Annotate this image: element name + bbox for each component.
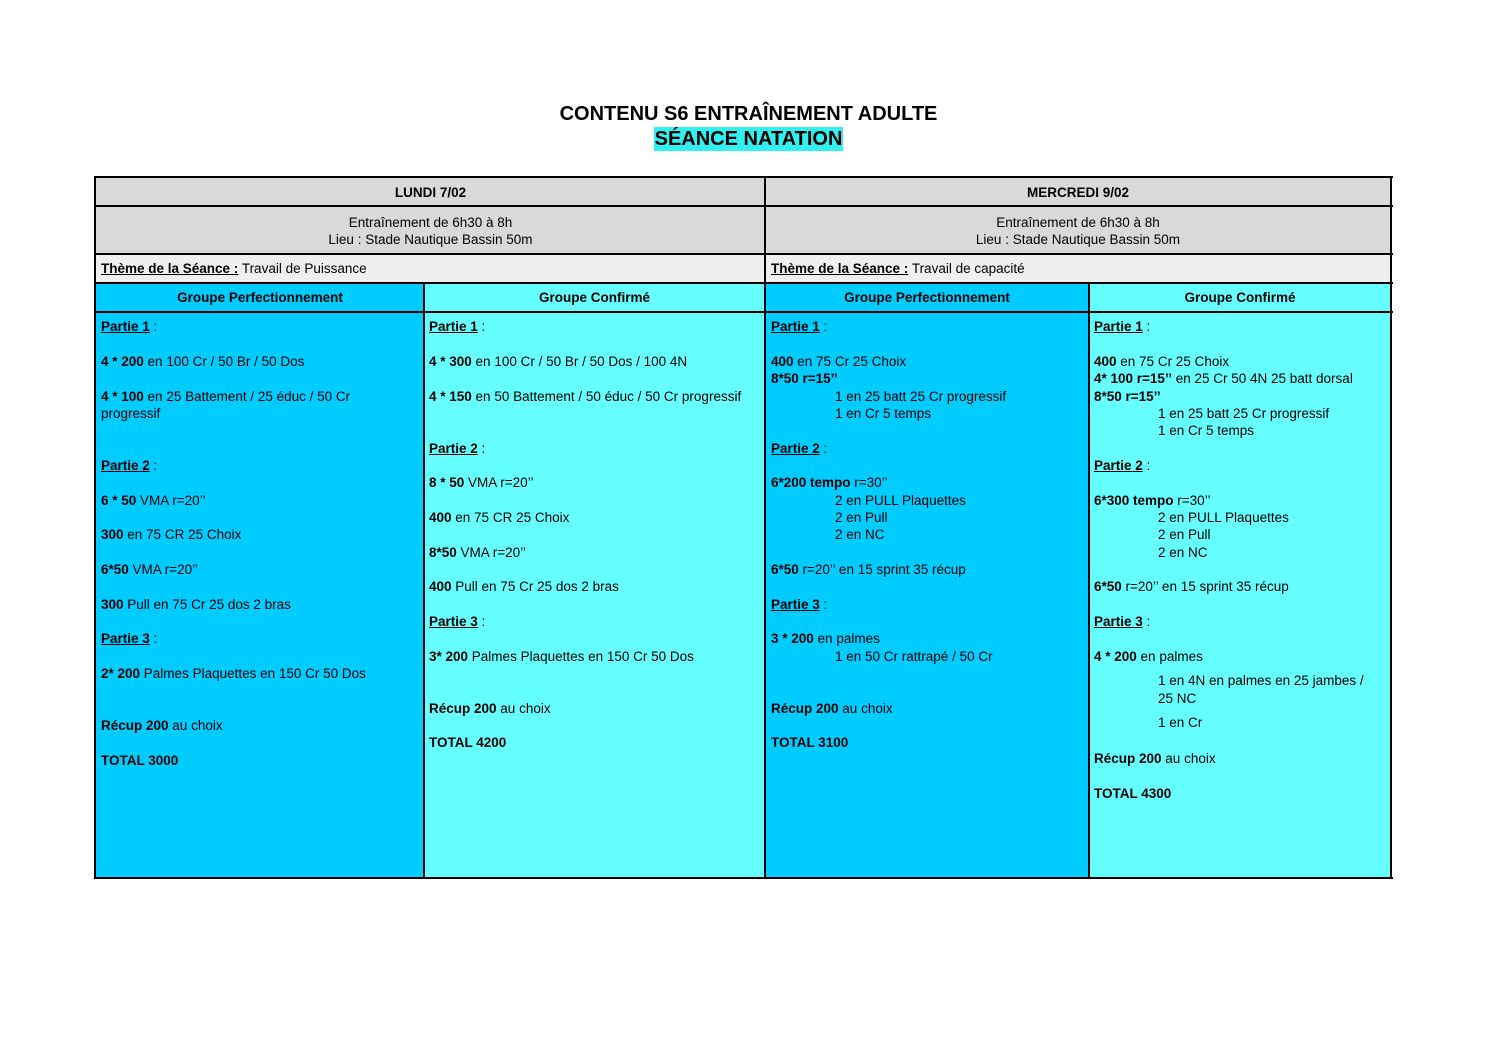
workout-line: [101, 405, 160, 422]
workout-line: [1094, 544, 1208, 561]
set-quantity: 400: [1094, 354, 1117, 369]
workout-line: [101, 492, 205, 509]
table-border: [1088, 282, 1090, 879]
set-quantity: 8*50 r=15’’: [1094, 389, 1161, 404]
workout-line: [1094, 613, 1150, 630]
set-quantity: Récup 200: [1094, 751, 1162, 766]
set-description: Palmes Plaquettes en 150 Cr 50 Dos: [468, 649, 694, 664]
workout-line: [1094, 526, 1211, 543]
set-description: 2 en NC: [1158, 545, 1208, 560]
section-heading: Partie 2: [101, 458, 150, 473]
set-description: 2 en NC: [835, 527, 885, 542]
workout-line: [771, 492, 966, 509]
set-quantity: 6*50: [771, 562, 799, 577]
set-quantity: 400: [429, 510, 452, 525]
set-description: progressif: [101, 406, 161, 421]
workout-line: [101, 526, 241, 543]
set-quantity: 6*200 tempo: [771, 475, 851, 490]
set-description: en 50 Battement / 50 éduc / 50 Cr progressif: [471, 389, 742, 404]
group-header-perfectionnement-lundi: Groupe Perfectionnement: [96, 283, 424, 312]
set-quantity: 4 * 200: [1094, 649, 1137, 664]
workout-line: [429, 474, 533, 491]
set-description: :: [1142, 614, 1151, 629]
set-description: en palmes: [1136, 649, 1203, 664]
table-border: [94, 176, 1393, 178]
workout-line: [1094, 353, 1229, 370]
workout-line: [1094, 648, 1203, 665]
set-quantity: TOTAL 3100: [771, 735, 849, 750]
set-description: en 75 Cr 25 Choix: [1116, 354, 1230, 369]
section-heading: Partie 3: [771, 597, 820, 612]
set-description: :: [1142, 319, 1151, 334]
workout-line: [1094, 714, 1202, 731]
workout-line: [1094, 405, 1329, 422]
set-description: 2 en Pull: [1158, 527, 1211, 542]
schedule-location: Lieu : Stade Nautique Bassin 50m: [975, 232, 1181, 247]
workout-line: [429, 544, 526, 561]
set-quantity: Récup 200: [101, 718, 169, 733]
set-quantity: 300: [101, 597, 124, 612]
set-quantity: 2* 200: [101, 666, 141, 681]
table-border: [94, 877, 1393, 879]
group-header-confirme-lundi: Groupe Confirmé: [424, 283, 765, 312]
set-description: :: [149, 458, 158, 473]
workout-line: [1094, 318, 1150, 335]
workout-line: [101, 717, 223, 734]
workout-line: [429, 700, 551, 717]
section-heading: Partie 3: [101, 631, 150, 646]
theme-value: Travail de Puissance: [238, 261, 367, 276]
workout-line: [429, 318, 485, 335]
workout-line: [1094, 672, 1364, 689]
set-description: 2 en PULL Plaquettes: [1158, 510, 1289, 525]
table-border: [94, 205, 1393, 207]
workout-line: [771, 405, 931, 422]
set-quantity: 3* 200: [429, 649, 469, 664]
set-description: 1 en 50 Cr rattrapé / 50 Cr: [835, 649, 993, 664]
workout-line: [771, 353, 906, 370]
set-description: Palmes Plaquettes en 150 Cr 50 Dos: [140, 666, 366, 681]
set-description: en 100 Cr / 50 Br / 50 Dos: [143, 354, 305, 369]
workout-line: [429, 388, 741, 405]
workout-line: [429, 440, 485, 457]
workout-line: [429, 509, 569, 526]
workout-line: [429, 734, 506, 751]
set-description: 1 en 4N en palmes en 25 jambes /: [1158, 673, 1364, 688]
set-quantity: 400: [429, 579, 452, 594]
set-description: en 75 CR 25 Choix: [451, 510, 570, 525]
workout-line: [101, 596, 291, 613]
workout-line: [101, 665, 366, 682]
set-description: 1 en 25 batt 25 Cr progressif: [1158, 406, 1330, 421]
set-quantity: 4 * 100: [101, 389, 144, 404]
set-quantity: Récup 200: [771, 701, 839, 716]
workout-line: [771, 370, 838, 387]
set-quantity: TOTAL 3000: [101, 753, 179, 768]
set-description: en 75 CR 25 Choix: [123, 527, 242, 542]
day-header-lundi: LUNDI 7/02: [96, 178, 765, 206]
workout-line: [429, 578, 619, 595]
set-description: 2 en PULL Plaquettes: [835, 493, 966, 508]
set-description: Pull en 75 Cr 25 dos 2 bras: [123, 597, 291, 612]
workout-line: [1094, 422, 1254, 439]
set-description: en palmes: [813, 631, 880, 646]
set-description: au choix: [838, 701, 893, 716]
set-quantity: TOTAL 4200: [429, 735, 507, 750]
theme-lundi: [96, 254, 765, 283]
set-quantity: 6*50: [1094, 579, 1122, 594]
set-quantity: 3 * 200: [771, 631, 814, 646]
set-description: 2 en Pull: [835, 510, 888, 525]
set-description: :: [1142, 458, 1151, 473]
workout-line: [771, 648, 993, 665]
workout-line: [771, 440, 827, 457]
schedule-location: Lieu : Stade Nautique Bassin 50m: [328, 232, 533, 247]
section-heading: Partie 2: [1094, 458, 1143, 473]
set-quantity: TOTAL 4300: [1094, 786, 1172, 801]
set-description: :: [477, 319, 486, 334]
workout-line: [1094, 750, 1216, 767]
workout-line: [1094, 457, 1150, 474]
set-quantity: 300: [101, 527, 124, 542]
set-quantity: 6*50: [101, 562, 129, 577]
set-quantity: 4* 100 r=15’’: [1094, 371, 1172, 386]
page-subtitle: SÉANCE NATATION: [654, 128, 843, 150]
workout-line: [771, 700, 893, 717]
workout-line: [429, 613, 485, 630]
section-heading: Partie 1: [101, 319, 150, 334]
set-description: :: [819, 597, 828, 612]
theme-label: Thème de la Séance :: [771, 261, 909, 276]
set-description: en 100 Cr / 50 Br / 50 Dos / 100 4N: [471, 354, 688, 369]
workout-line: [1094, 509, 1289, 526]
set-quantity: 4 * 150: [429, 389, 472, 404]
set-quantity: 6*300 tempo: [1094, 493, 1174, 508]
section-heading: Partie 2: [429, 441, 478, 456]
set-description: en 75 Cr 25 Choix: [793, 354, 907, 369]
workout-line: [771, 509, 888, 526]
table-border: [764, 176, 766, 879]
set-description: r=30’’: [1173, 493, 1211, 508]
set-description: :: [477, 614, 486, 629]
page-title: CONTENU S6 ENTRAÎNEMENT ADULTE: [559, 103, 938, 125]
section-heading: Partie 2: [771, 441, 820, 456]
workout-line: [1094, 690, 1196, 707]
set-description: r=20’’ en 15 sprint 35 récup: [798, 562, 966, 577]
set-description: r=30’’: [850, 475, 888, 490]
workout-line: [101, 630, 157, 647]
set-description: :: [819, 319, 828, 334]
set-description: VMA r=20’’: [136, 493, 206, 508]
theme-value: Travail de capacité: [908, 261, 1025, 276]
table-border: [94, 282, 1393, 284]
workout-line: [101, 561, 198, 578]
day-header-mercredi: MERCREDI 9/02: [765, 178, 1391, 206]
set-description: VMA r=20’’: [128, 562, 198, 577]
section-heading: Partie 3: [429, 614, 478, 629]
set-description: VMA r=20’’: [464, 475, 534, 490]
workout-line: [771, 474, 887, 491]
workout-line: [101, 752, 178, 769]
set-description: 25 NC: [1158, 691, 1197, 706]
group-header-perfectionnement-mercredi: Groupe Perfectionnement: [765, 283, 1089, 312]
set-description: :: [477, 441, 486, 456]
table-border: [94, 311, 1393, 313]
set-quantity: 8*50: [429, 545, 457, 560]
workout-line: [429, 648, 694, 665]
set-description: :: [819, 441, 828, 456]
set-description: en 25 Battement / 25 éduc / 50 Cr: [143, 389, 351, 404]
workout-line: [771, 596, 827, 613]
workout-line: [1094, 370, 1353, 387]
set-description: Pull en 75 Cr 25 dos 2 bras: [451, 579, 619, 594]
workout-line: [1094, 492, 1210, 509]
set-quantity: 400: [771, 354, 794, 369]
set-description: 1 en 25 batt 25 Cr progressif: [835, 389, 1007, 404]
table-border: [94, 176, 96, 879]
set-description: 1 en Cr 5 temps: [1158, 423, 1255, 438]
set-description: en 25 Cr 50 4N 25 batt dorsal: [1171, 371, 1353, 386]
workout-line: [1094, 388, 1161, 405]
set-description: 1 en Cr 5 temps: [835, 406, 932, 421]
theme-mercredi: [765, 254, 1391, 283]
workout-line: [101, 318, 157, 335]
set-description: au choix: [496, 701, 551, 716]
set-description: VMA r=20’’: [456, 545, 526, 560]
schedule-time: Entraînement de 6h30 à 8h: [996, 215, 1160, 230]
set-description: 1 en Cr: [1158, 715, 1203, 730]
set-quantity: 4 * 300: [429, 354, 472, 369]
schedule-lundi: [96, 206, 765, 254]
set-description: au choix: [168, 718, 223, 733]
table-border: [94, 253, 1393, 255]
workout-line: [1094, 578, 1289, 595]
workout-line: [101, 353, 304, 370]
set-quantity: 8*50 r=15’’: [771, 371, 838, 386]
set-description: :: [149, 631, 158, 646]
section-heading: Partie 1: [429, 319, 478, 334]
set-description: r=20’’ en 15 sprint 35 récup: [1121, 579, 1289, 594]
workout-line: [101, 457, 157, 474]
workout-line: [771, 526, 885, 543]
theme-label: Thème de la Séance :: [101, 261, 239, 276]
table-border: [1390, 176, 1392, 879]
section-heading: Partie 3: [1094, 614, 1143, 629]
section-heading: Partie 1: [1094, 319, 1143, 334]
group-header-confirme-mercredi: Groupe Confirmé: [1089, 283, 1391, 312]
set-quantity: 4 * 200: [101, 354, 144, 369]
set-quantity: 8 * 50: [429, 475, 465, 490]
workout-line: [771, 561, 966, 578]
workout-line: [771, 388, 1006, 405]
set-quantity: Récup 200: [429, 701, 497, 716]
section-heading: Partie 1: [771, 319, 820, 334]
schedule-time: Entraînement de 6h30 à 8h: [348, 215, 513, 230]
set-description: au choix: [1161, 751, 1216, 766]
table-border: [423, 282, 425, 879]
workout-line: [771, 318, 827, 335]
workout-line: [771, 734, 848, 751]
workout-line: [771, 630, 880, 647]
schedule-mercredi: [765, 206, 1391, 254]
workout-line: [1094, 785, 1171, 802]
set-quantity: 6 * 50: [101, 493, 137, 508]
set-description: :: [149, 319, 158, 334]
workout-line: [429, 353, 687, 370]
workout-line: [101, 388, 350, 405]
